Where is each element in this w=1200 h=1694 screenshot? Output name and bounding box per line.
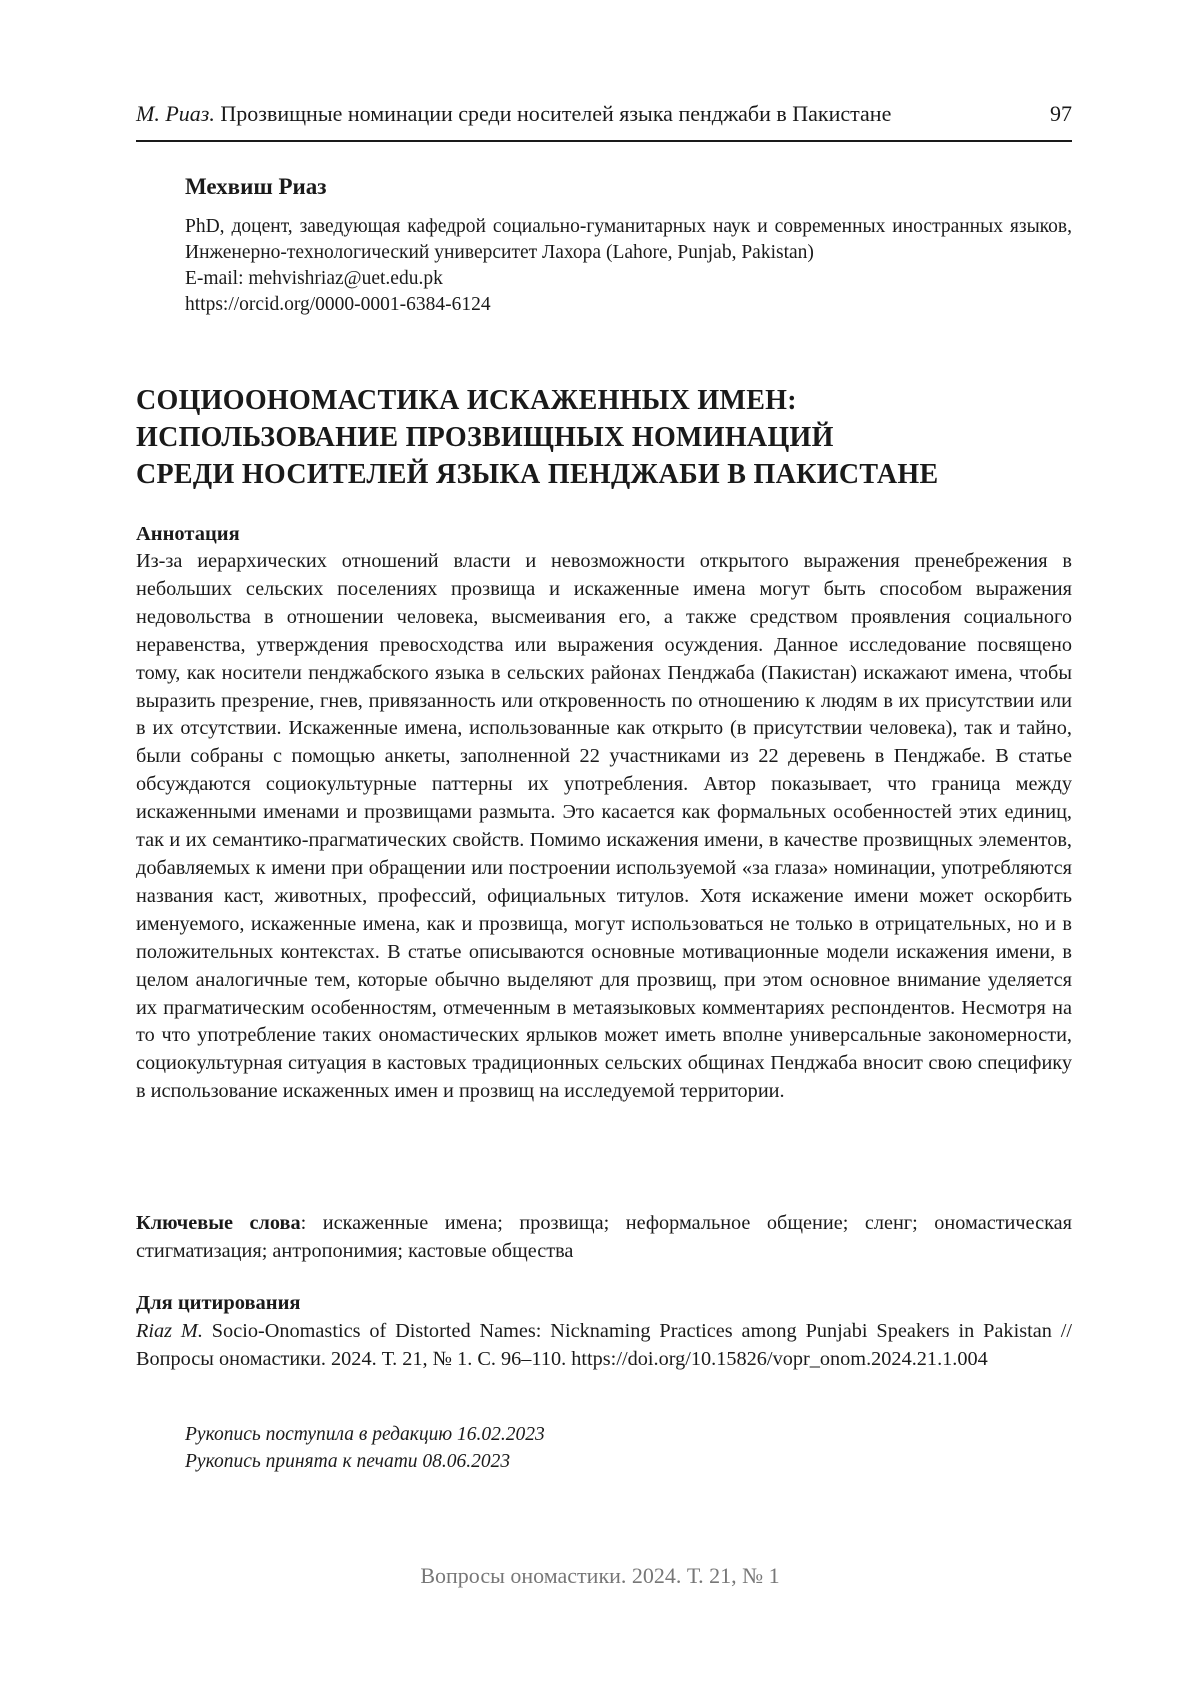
keywords-text: : искаженные имена; прозвища; неформальное общение; сленг; ономастическая стигматизация; антропонимия; кастовые общества (136, 1212, 1073, 1262)
received-date: Рукопись поступила в редакцию 16.02.2023 (185, 1424, 545, 1445)
citation-heading: Для цитирования (136, 1292, 301, 1314)
running-title-text: Прозвищные номинации среди носителей языка пенджаби в Пакистане (220, 101, 892, 126)
running-author: М. Риаз. (136, 101, 215, 126)
abstract-section (136, 521, 1072, 1106)
abstract-heading: Аннотация (136, 523, 240, 545)
citation-author: Riaz M. (136, 1320, 203, 1342)
title-line-3: СРЕДИ НОСИТЕЛЕЙ ЯЗЫКА ПЕНДЖАБИ В ПАКИСТАНЕ (136, 459, 939, 490)
author-name: Мехвиш Риаз (185, 174, 327, 199)
accepted-date: Рукопись принята к печати 08.06.2023 (185, 1451, 511, 1472)
citation-body: Socio-Onomastics of Distorted Names: Nicknaming Practices among Punjabi Speakers in Pakistan // Вопросы ономастики. 2024. Т. 21, № 1. С. 96–110. https://doi.org/10.15826/vopr_onom.2024.21.1.004 (136, 1320, 1073, 1370)
running-title (136, 100, 891, 128)
page-number: 97 (1050, 101, 1072, 126)
title-line-1: СОЦИООНОМАСТИКА ИСКАЖЕННЫХ ИМЕН: (136, 385, 797, 416)
keywords-section (136, 1209, 1072, 1265)
article-title (136, 382, 1096, 493)
header-rule (136, 140, 1072, 142)
journal-footer: Вопросы ономастики. 2024. Т. 21, № 1 (420, 1563, 780, 1588)
keywords-label: Ключевые слова (136, 1212, 301, 1234)
citation-section (136, 1290, 1072, 1373)
author-affiliation: PhD, доцент, заведующая кафедрой социально-гуманитарных наук и современных иностранных языков, Инженерно-технологический университет Лахора (Lahore, Punjab, Pakistan) (185, 216, 1072, 263)
author-email: E-mail: mehvishriaz@uet.edu.pk (185, 268, 443, 289)
title-line-2: ИСПОЛЬЗОВАНИЕ ПРОЗВИЩНЫХ НОМИНАЦИЙ (136, 422, 834, 453)
running-head (136, 100, 1072, 128)
author-orcid: https://orcid.org/0000-0001-6384-6124 (185, 294, 491, 315)
manuscript-dates (185, 1421, 985, 1475)
author-block (185, 172, 1072, 318)
citation-text (136, 1317, 1072, 1373)
abstract-text: Из-за иерархических отношений власти и невозможности открытого выражения пренебрежения в небольших сельских поселениях прозвища и искаженные имена могут быть способом выражения недовольства в отношении человека, высмеивания его, а также средством проявления социального неравенства, утверждения превосходства или выражения осуждения. Данное исследование посвящено тому, как носители пенджабского языка в сельских районах Пенджаба (Пакистан) искажают имена, чтобы выразить презрение, гнев, привязанность или откровенность по отношению к людям в их присутствии или в их отсутствии. Искаженные имена, использованные как открыто (в присутствии человека), так и тайно, были собраны с помощью анкеты, заполненной 22 участниками из 22 деревень в Пенджабе. В статье обсуждаются социокультурные паттерны их употребления. Автор показывает, что граница между искаженными именами и прозвищами размыта. Это касается как формальных особенностей этих единиц, так и их семантико-прагматических свойств. Помимо искажения имени, в качестве прозвищных элементов, добавляемых к имени при обращении или построении используемой «за глаза» номинации, употребляются названия каст, животных, профессий, официальных титулов. Хотя искажение имени может оскорбить именуемого, искаженные имена, как и прозвища, могут использоваться не только в отрицательных, но и в положительных контекстах. В статье описываются основные мотивационные модели искажения имени, в целом аналогичные тем, которые обычно выделяют для прозвищ, при этом основное внимание уделяется их прагматическим особенностям, отмеченным в метаязыковых комментариях респондентов. Несмотря на то что употребление таких ономастических ярлыков может иметь вполне универсальные закономерности, социокультурная ситуация в кастовых традиционных сельских общинах Пенджаба вносит свою специфику в использование искаженных имен и прозвищ на исследуемой территории. (136, 550, 1072, 1103)
